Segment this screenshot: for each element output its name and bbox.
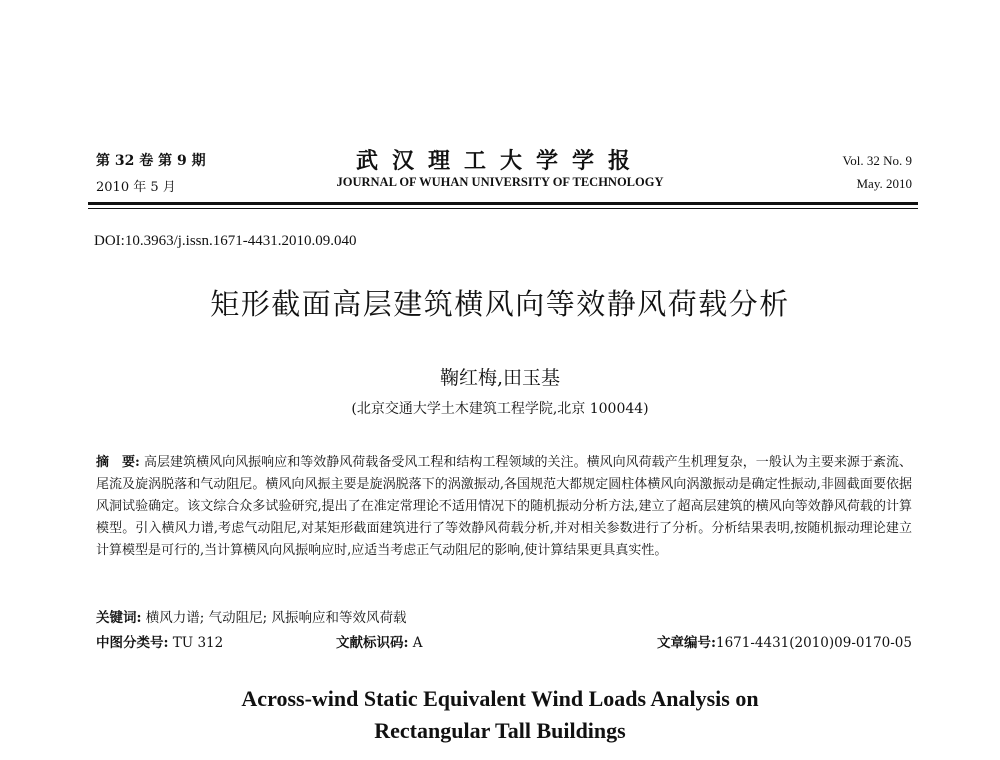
doc-code-label: 文献标识码: bbox=[336, 635, 409, 651]
article-number bbox=[657, 631, 912, 651]
document-code bbox=[336, 631, 423, 651]
abstract-text: 高层建筑横风向风振响应和等效静风荷载备受风工程和结构工程领域的关注。横风向风荷载产生机理复杂，一般认为主要来源于紊流、尾流及旋涡脱落和气动阻尼。横风向风振主要是旋涡脱落下的涡激振动,各国规范大都规定圆柱体横风向涡激振动是确定性振动,非圆截面要依据风洞试验确定。该文综合众多试验研究,提出了在准定常理论不适用情况下的随机振动分析方法,建立了超高层建筑的横风向等效静风荷载的计算模型。引入横风力谱,考虑气动阻尼,对某矩形截面建筑进行了等效静风荷载分析,并对相关参数进行了分析。分析结果表明,按随机振动理论建立计算模型是可行的,当计算横风向风振响应时,应适当考虑正气动阻尼的影响,使计算结果更具真实性。 bbox=[96, 455, 912, 558]
journal-name-zh: 武汉理工大学学报 bbox=[355, 148, 644, 174]
affiliation: (北京交通大学土木建筑工程学院,北京 100044) bbox=[351, 401, 649, 417]
authors: 鞠红梅,田玉基 bbox=[439, 367, 561, 389]
keywords-label: 关键词: bbox=[96, 610, 142, 626]
doc-code-value: A bbox=[412, 635, 423, 651]
volume-issue-zh: 第 32 卷 第 9 期 bbox=[96, 153, 206, 169]
date-en: May. 2010 bbox=[856, 176, 912, 191]
header-rule-thin bbox=[88, 208, 918, 209]
clc-value: TU 312 bbox=[172, 635, 224, 651]
article-no-label: 文章编号: bbox=[657, 635, 716, 651]
date-zh: 2010 年 5 月 bbox=[96, 180, 176, 195]
abstract bbox=[96, 452, 912, 562]
abstract-label: 摘 要: bbox=[96, 455, 140, 470]
paper-title-zh: 矩形截面高层建筑横风向等效静风荷载分析 bbox=[210, 287, 790, 321]
journal-name-en: JOURNAL OF WUHAN UNIVERSITY OF TECHNOLOGY bbox=[336, 175, 664, 189]
header-rule-thick bbox=[88, 202, 918, 205]
paper-title-en-line1: Across-wind Static Equivalent Wind Loads Analysis on bbox=[241, 686, 759, 711]
keywords-text: 横风力谱; 气动阻尼; 风振响应和等效风荷载 bbox=[145, 610, 407, 626]
volume-issue-en: Vol. 32 No. 9 bbox=[842, 153, 912, 168]
clc-label: 中图分类号: bbox=[96, 635, 169, 651]
keywords bbox=[96, 606, 406, 626]
paper-title-en-line2: Rectangular Tall Buildings bbox=[374, 718, 626, 743]
clc-number bbox=[96, 631, 223, 651]
doi: DOI:10.3963/j.issn.1671-4431.2010.09.040 bbox=[94, 233, 357, 249]
article-no-value: 1671-4431(2010)09-0170-05 bbox=[715, 635, 912, 651]
